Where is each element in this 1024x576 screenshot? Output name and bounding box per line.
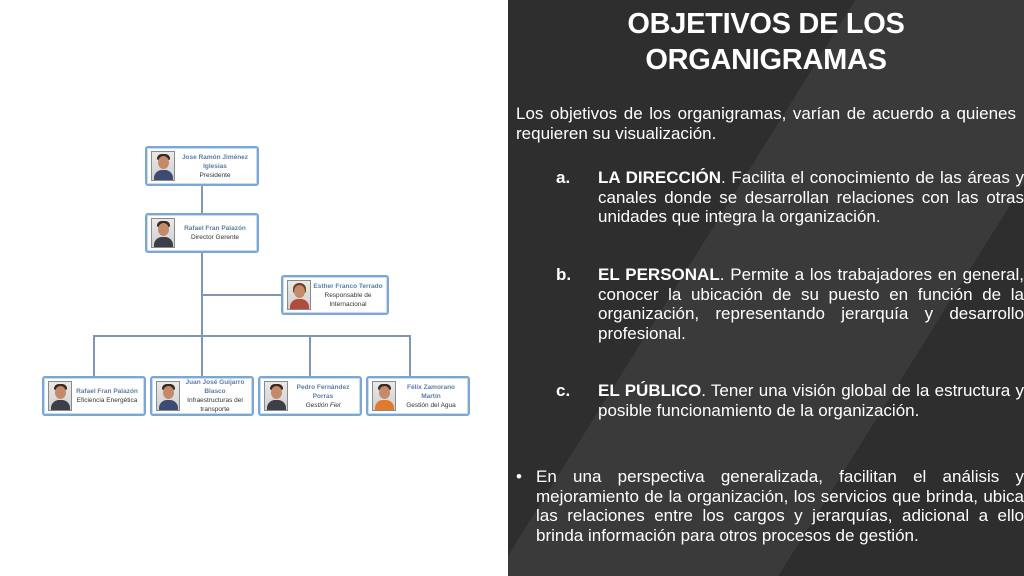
org-box-name: Esther Franco Terrado — [313, 282, 383, 290]
intro-paragraph: Los objetivos de los organigramas, varían de acuerdo a quienes requieren su visualización. — [516, 104, 1016, 143]
org-box-name: Rafael Fran Palazón — [76, 388, 138, 395]
person-photo-icon — [287, 280, 311, 310]
org-box-name: Jose Ramón Jiménez Iglesias — [181, 153, 249, 170]
org-box-name: Félix Zamorano Martín — [406, 383, 456, 400]
text-panel — [508, 0, 1024, 576]
org-box-name: Rafael Fran Palazón — [184, 225, 246, 232]
org-box-department — [150, 376, 254, 416]
slide-title — [508, 6, 1024, 78]
org-box-role: Director Gerente — [190, 234, 240, 241]
person-photo-icon — [264, 381, 288, 411]
org-box-role: Responsable de Internacional — [324, 291, 372, 308]
person-photo-icon — [151, 218, 175, 248]
org-box-role: Presidente — [199, 171, 231, 179]
item-body: . Tener una visión global de la estructura y posible funcionamiento de la organización. — [598, 381, 1024, 420]
org-box-name: Juan José Guijarro Blasco — [185, 379, 245, 395]
item-marker: a. — [556, 168, 571, 187]
org-box-role: Gestión Fiel — [305, 401, 341, 409]
item-heading: EL PERSONAL — [598, 265, 720, 284]
org-box-department — [42, 376, 146, 416]
org-box-role: Infraestructuras del transporte — [187, 397, 243, 413]
connector-dept-4 — [409, 335, 411, 377]
item-text — [598, 381, 1024, 420]
org-chart-image — [0, 0, 508, 576]
connector-horizontal-bar — [94, 335, 410, 337]
connector-dept-1 — [93, 335, 95, 377]
org-box-role: Eficiencia Energética — [76, 397, 138, 404]
item-body: . Permite a los trabajadores en general, conocer la ubicación de su puesto en función de la organización, representando jerarquía y desarrollo profesional. — [598, 265, 1024, 343]
connector-dept-2 — [201, 335, 203, 377]
org-box-president — [145, 146, 259, 186]
org-box-director — [145, 213, 259, 253]
person-photo-icon — [48, 381, 72, 411]
connector-president-director — [201, 184, 203, 214]
connector-staff — [202, 294, 282, 296]
item-text — [598, 265, 1024, 343]
slide-title-line-1: OBJETIVOS DE LOS — [627, 8, 905, 40]
org-box-department — [366, 376, 470, 416]
person-photo-icon — [151, 151, 175, 181]
org-box-role: Gestión del Agua — [406, 401, 456, 409]
item-body: . Facilita el conocimiento de las áreas y canales donde se desarrollan relaciones con las otras unidades que integra la organización. — [598, 168, 1024, 226]
item-heading: LA DIRECCIÓN — [598, 168, 722, 187]
slide-title-line-2: ORGANIGRAMAS — [645, 44, 887, 76]
person-photo-icon — [156, 381, 180, 411]
bullet-text: En una perspectiva generalizada, facilitan el análisis y mejoramiento de la organización, los servicios que brinda, ubica las relaciones entre los cargos y jerarquías, adicional a ello brinda información para otros procesos de gestión. — [536, 467, 1024, 545]
bullet-marker: • — [516, 467, 522, 486]
item-marker: b. — [556, 265, 572, 284]
org-box-name: Pedro Fernández Porras — [296, 383, 350, 400]
person-photo-icon — [372, 381, 396, 411]
item-heading: EL PÚBLICO — [598, 381, 702, 400]
connector-dept-3 — [309, 335, 311, 377]
item-marker: c. — [556, 381, 571, 400]
org-box-staff — [281, 275, 389, 315]
item-text — [598, 168, 1024, 227]
org-box-department — [258, 376, 362, 416]
